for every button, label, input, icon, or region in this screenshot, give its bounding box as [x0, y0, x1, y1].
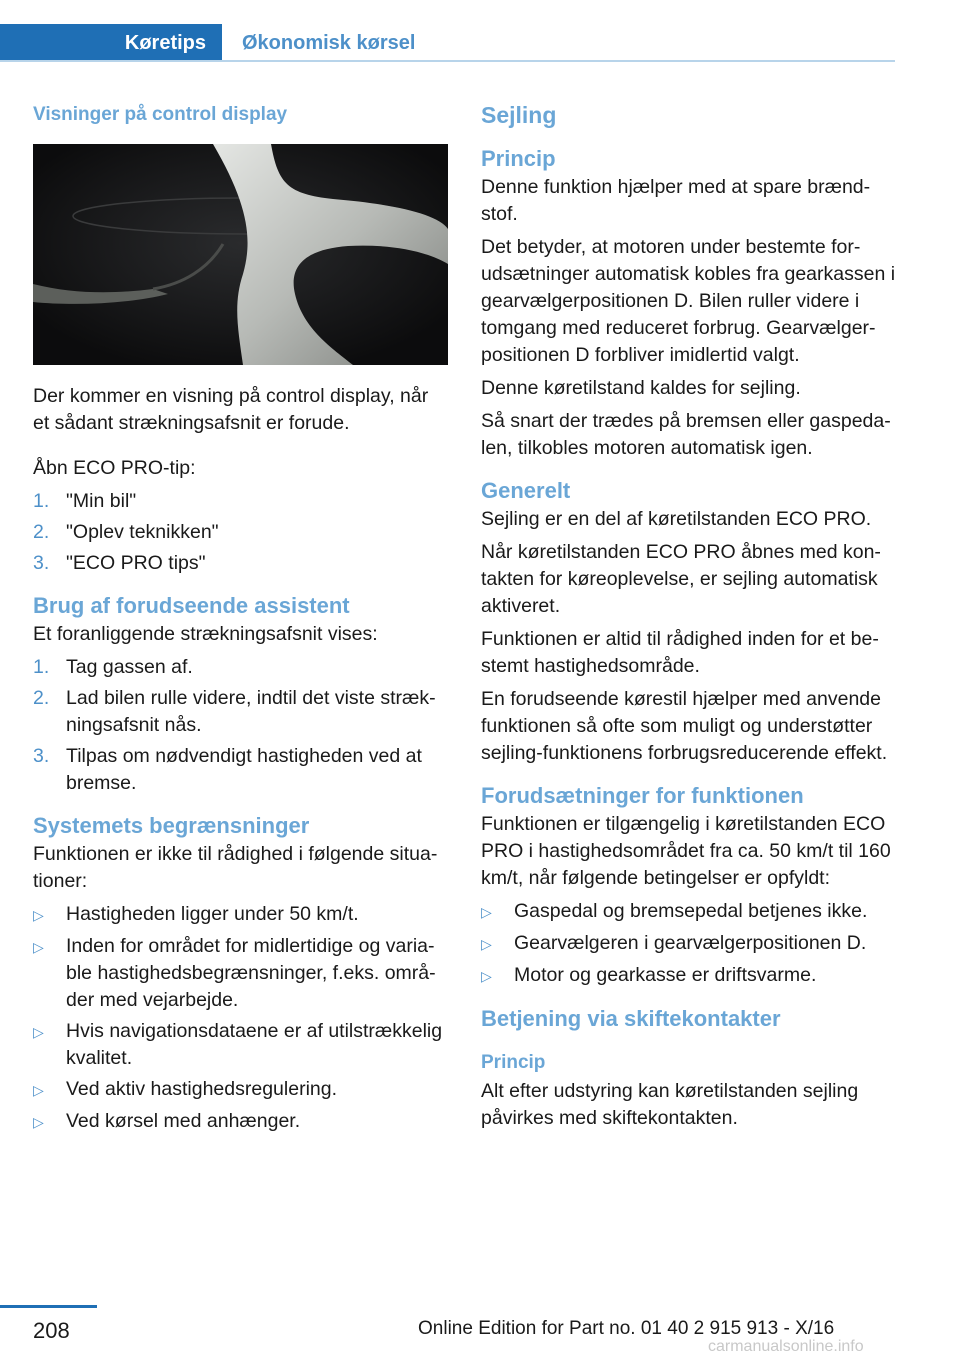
list-item	[33, 1018, 448, 1072]
heading-forudsaetninger: Forudsætninger for funktionen	[481, 783, 804, 808]
bullet-text: Gearvælgeren i gearvælgerpositionen D.	[514, 932, 867, 954]
para-princip-2: Det betyder, at motoren under bestemte forudsætninger automatisk kobles fra gearkassen i gearvælgerpositionen D. Bilen ruller videre i tomgang med reduceret forbrug. Gearvælgerpositionen D forbliver imidlertid valgt.	[481, 236, 896, 366]
page-number: 208	[33, 1318, 70, 1343]
heading-princip-2: Princip	[481, 1052, 546, 1073]
watermark: carmanualsonline.info	[708, 1338, 864, 1355]
para-open-eco-pro: Åbn ECO PRO-tip:	[33, 457, 196, 479]
steps-assist-list	[33, 654, 448, 797]
road-display-image	[33, 144, 448, 365]
steps-open-list	[33, 488, 448, 577]
right-column	[481, 100, 896, 1132]
list-item	[33, 933, 448, 1014]
footer-divider	[0, 1305, 97, 1308]
bullet-text: Hastigheden ligger under 50 km/t.	[66, 903, 359, 925]
bullet-text: Gaspedal og bremsepedal betjenes ikke.	[514, 900, 868, 922]
limits-list	[33, 901, 448, 1136]
list-item	[33, 488, 448, 515]
list-item	[33, 685, 448, 739]
triangle-bullet-icon: ▷	[33, 907, 44, 923]
heading-princip: Princip	[481, 146, 556, 171]
triangle-bullet-icon: ▷	[481, 968, 492, 984]
step-text: Tilpas om nødvendigt hastigheden ved at bremse.	[66, 745, 422, 794]
para-betjening: Alt efter udstyring kan køretilstanden sejling påvirkes med skiftekontakten.	[481, 1080, 859, 1129]
step-text: "ECO PRO tips"	[66, 552, 206, 574]
heading-assist: Brug af forudseende assistent	[33, 593, 350, 618]
step-text: "Min bil"	[66, 490, 137, 512]
list-item	[33, 550, 448, 577]
list-item	[33, 743, 448, 797]
step-number: 2.	[33, 521, 50, 543]
header-divider	[0, 60, 895, 62]
step-number: 3.	[33, 745, 50, 767]
step-number: 1.	[33, 656, 50, 678]
para-princip-1: Denne funktion hjælper med at spare brændstof.	[481, 176, 871, 225]
para-generelt-3: Funktionen er altid til rådighed inden for et bestemt hastighedsområde.	[481, 628, 879, 677]
left-column	[33, 100, 448, 1136]
tab-oekonomisk-koersel[interactable]: Økonomisk kørsel	[242, 31, 416, 54]
heading-generelt: Generelt	[481, 478, 571, 503]
para-forudsaetninger: Funktionen er tilgængelig i køretilstanden ECO PRO i hastighedsområdet fra ca. 50 km/t til 160 km/t, når følgende betingelser er opfyldt:	[481, 813, 891, 889]
page-header	[0, 0, 960, 62]
step-number: 2.	[33, 687, 50, 709]
triangle-bullet-icon: ▷	[481, 904, 492, 920]
list-item	[33, 519, 448, 546]
para-princip-4: Så snart der trædes på bremsen eller gaspedalen, tilkobles motoren automatisk igen.	[481, 410, 891, 459]
para-generelt-2: Når køretilstanden ECO PRO åbnes med kontakten for køreoplevelse, er sejling automatisk aktiveret.	[481, 541, 881, 617]
para-generelt-4: En forudseende kørestil hjælper med anvende funktionen så ofte som muligt og understøtter sejling-funktionens forbrugsreducerende effekt.	[481, 688, 888, 764]
road-illustration	[33, 144, 448, 365]
para-display: Der kommer en visning på control display, når et sådant strækningsafsnit er forude.	[33, 385, 429, 434]
list-item	[33, 1076, 448, 1104]
list-item	[481, 930, 896, 958]
triangle-bullet-icon: ▷	[33, 1082, 44, 1098]
triangle-bullet-icon: ▷	[33, 1024, 44, 1040]
para-limits: Funktionen er ikke til rådighed i følgende situationer:	[33, 843, 438, 892]
step-number: 3.	[33, 552, 50, 574]
heading-limits: Systemets begrænsninger	[33, 813, 310, 838]
heading-betjening: Betjening via skiftekontakter	[481, 1006, 781, 1031]
conditions-list	[481, 898, 896, 990]
triangle-bullet-icon: ▷	[481, 936, 492, 952]
heading-sejling: Sejling	[481, 102, 557, 128]
bullet-text: Motor og gearkasse er driftsvarme.	[514, 964, 817, 986]
triangle-bullet-icon: ▷	[33, 939, 44, 955]
step-text: "Oplev teknikken"	[66, 521, 219, 543]
step-text: Tag gassen af.	[66, 656, 193, 678]
triangle-bullet-icon: ▷	[33, 1114, 44, 1130]
list-item	[33, 654, 448, 681]
list-item	[481, 898, 896, 926]
bullet-text: Inden for området for midlertidige og variable hastighedsbegrænsninger, f.eks. områder med vejarbejde.	[66, 935, 436, 1011]
heading-display: Visninger på control display	[33, 104, 288, 125]
para-princip-3: Denne køretilstand kaldes for sejling.	[481, 377, 801, 399]
para-assist: Et foranliggende strækningsafsnit vises:	[33, 623, 378, 645]
list-item	[481, 962, 896, 990]
step-number: 1.	[33, 490, 50, 512]
bullet-text: Ved kørsel med anhænger.	[66, 1110, 301, 1132]
para-generelt-1: Sejling er en del af køretilstanden ECO PRO.	[481, 508, 872, 530]
bullet-text: Ved aktiv hastighedsregulering.	[66, 1078, 338, 1100]
list-item	[33, 1108, 448, 1136]
tab-koeretips[interactable]: Køretips	[0, 24, 222, 62]
bullet-text: Hvis navigationsdataene er af utilstrækkelig kvalitet.	[66, 1020, 443, 1069]
edition-label: Online Edition for Part no. 01 40 2 915 913 - X/16	[418, 1318, 835, 1339]
list-item	[33, 901, 448, 929]
step-text: Lad bilen rulle videre, indtil det viste strækningsafsnit nås.	[66, 687, 436, 736]
